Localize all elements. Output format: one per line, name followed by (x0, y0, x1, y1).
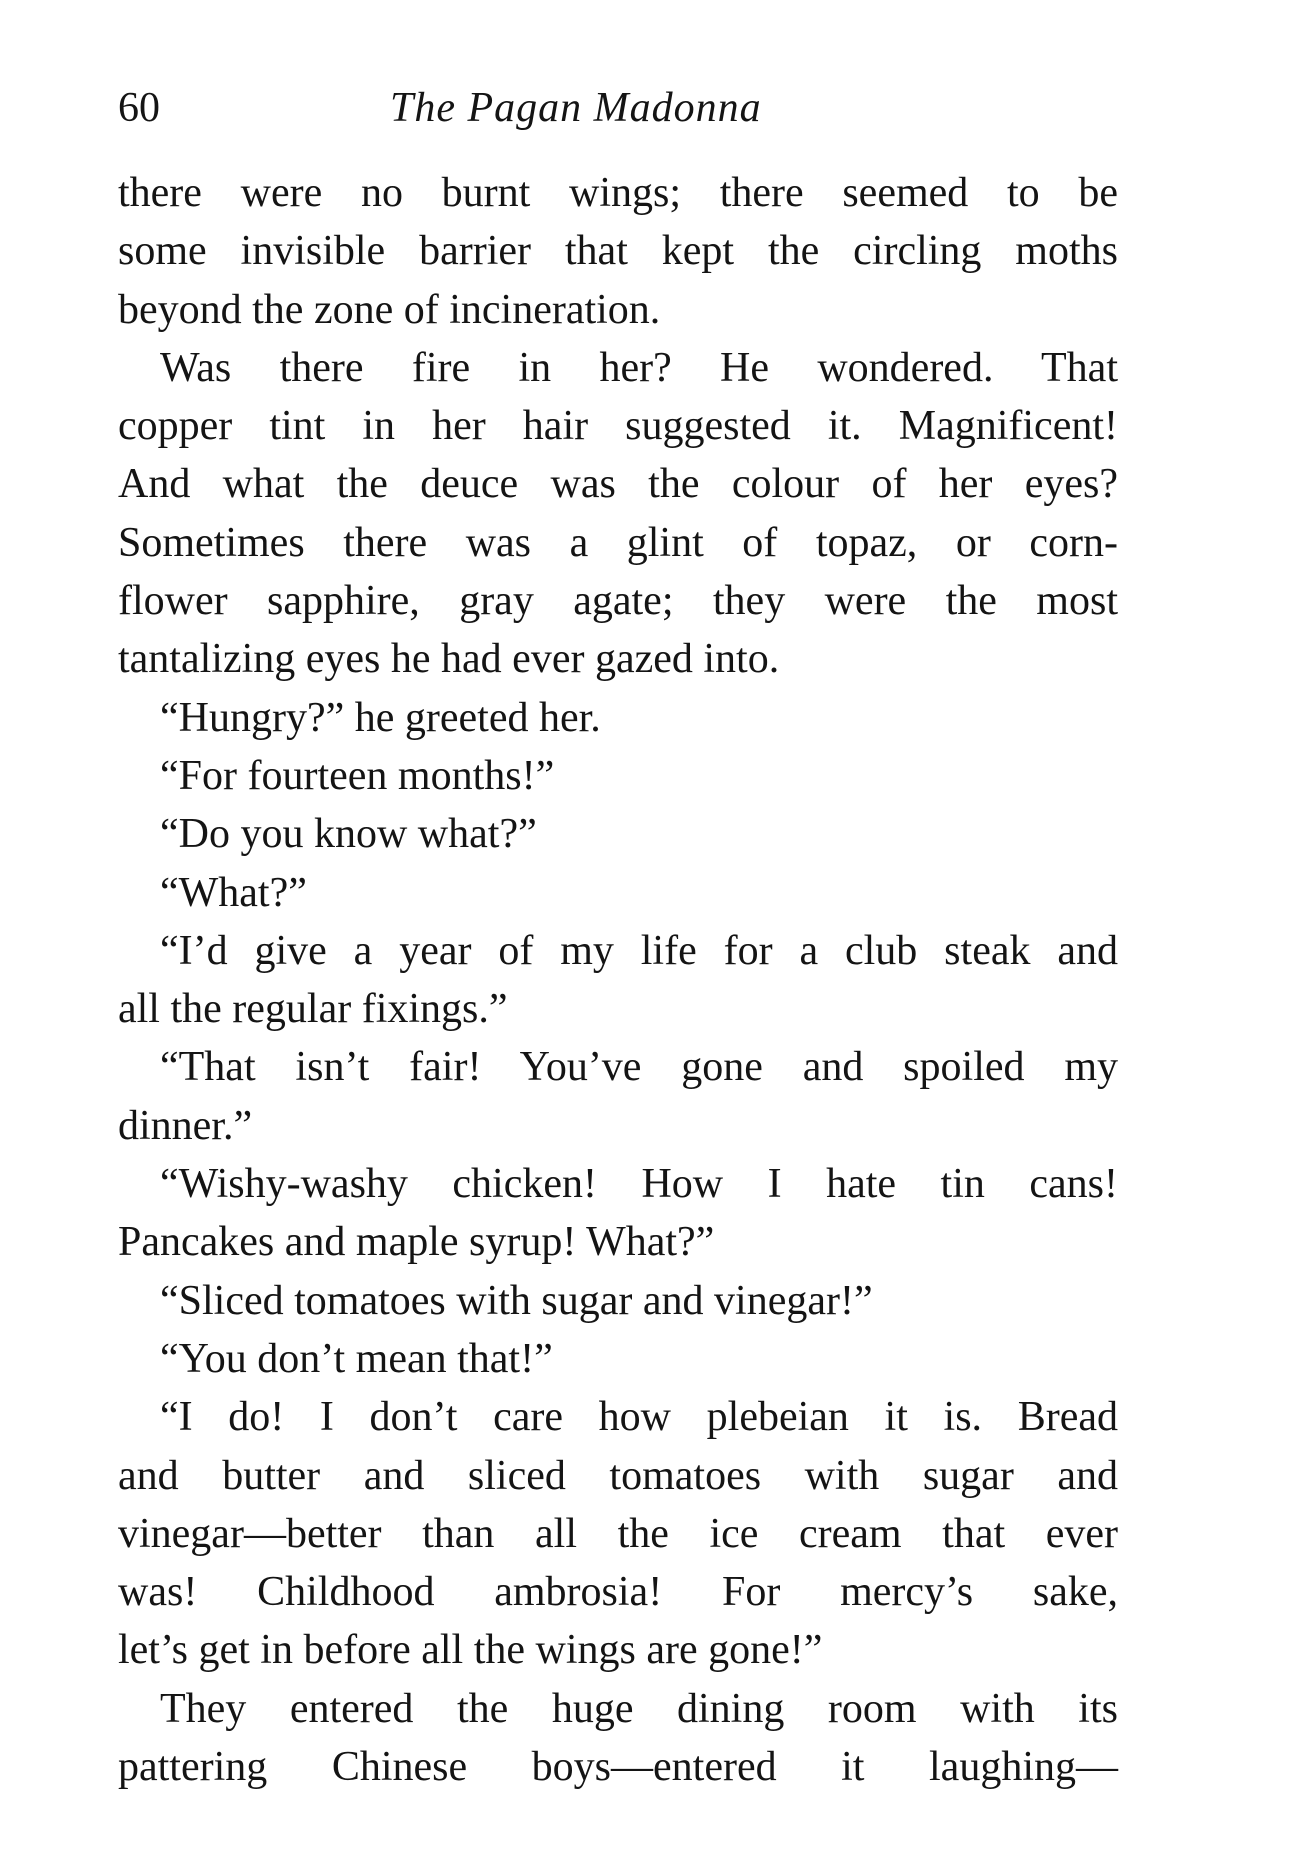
text-line: and butter and sliced tomatoes with sugar and (118, 1452, 1118, 1499)
paragraph (118, 689, 1118, 747)
paragraph (118, 864, 1118, 922)
text-line: “Sliced tomatoes with sugar and vinegar!” (160, 1277, 873, 1324)
paragraph (118, 922, 1118, 1039)
text-line: Sometimes there was a glint of topaz, or corn- (118, 519, 1118, 566)
text-line: flower sapphire, gray agate; they were the most (118, 578, 1118, 625)
text-line: all the regular fixings.” (118, 986, 508, 1033)
page-number: 60 (118, 85, 160, 131)
paragraph (118, 1680, 1118, 1797)
text-line: “I’d give a year of my life for a club steak and (160, 927, 1118, 974)
text-line: vinegar—better than all the ice cream that ever (118, 1510, 1118, 1557)
text-line: “What?” (160, 869, 307, 916)
body-text (118, 164, 1118, 1796)
text-line: some invisible barrier that kept the circling moths (118, 228, 1118, 275)
text-line: “Hungry?” he greeted her. (160, 694, 601, 741)
paragraph (118, 1330, 1118, 1388)
text-line: copper tint in her hair suggested it. Magnificent! (118, 403, 1118, 450)
text-line: “I do! I don’t care how plebeian it is. Bread (160, 1394, 1118, 1441)
paragraph (118, 747, 1118, 805)
text-line: “Do you know what?” (160, 811, 537, 858)
text-line: there were no burnt wings; there seemed to be (118, 170, 1118, 216)
paragraph (118, 1388, 1118, 1679)
text-line: “Wishy-washy chicken! How I hate tin cans! (160, 1161, 1118, 1208)
running-title: The Pagan Madonna (390, 85, 762, 131)
text-line: Was there fire in her? He wondered. That (160, 344, 1118, 391)
running-head (118, 78, 1118, 138)
text-line: dinner.” (118, 1102, 253, 1149)
text-line: let’s get in before all the wings are gone!” (118, 1627, 823, 1674)
text-line: tantalizing eyes he had ever gazed into. (118, 636, 780, 683)
text-line: “You don’t mean that!” (160, 1335, 553, 1382)
paragraph (118, 805, 1118, 863)
paragraph (118, 1038, 1118, 1155)
text-line: was! Childhood ambrosia! For mercy’s sake, (118, 1569, 1118, 1616)
text-line: “For fourteen months!” (160, 752, 555, 799)
paragraph (118, 339, 1118, 689)
text-line: pattering Chinese boys—entered it laughing— (118, 1744, 1118, 1791)
text-line: beyond the zone of incineration. (118, 286, 661, 333)
paragraph (118, 1272, 1118, 1330)
text-line: “That isn’t fair! You’ve gone and spoiled my (160, 1044, 1118, 1091)
paragraph (118, 1155, 1118, 1272)
paragraph (118, 164, 1118, 339)
text-line: They entered the huge dining room with its (160, 1685, 1118, 1732)
text-line: Pancakes and maple syrup! What?” (118, 1219, 715, 1266)
text-line: And what the deuce was the colour of her eyes? (118, 461, 1118, 508)
